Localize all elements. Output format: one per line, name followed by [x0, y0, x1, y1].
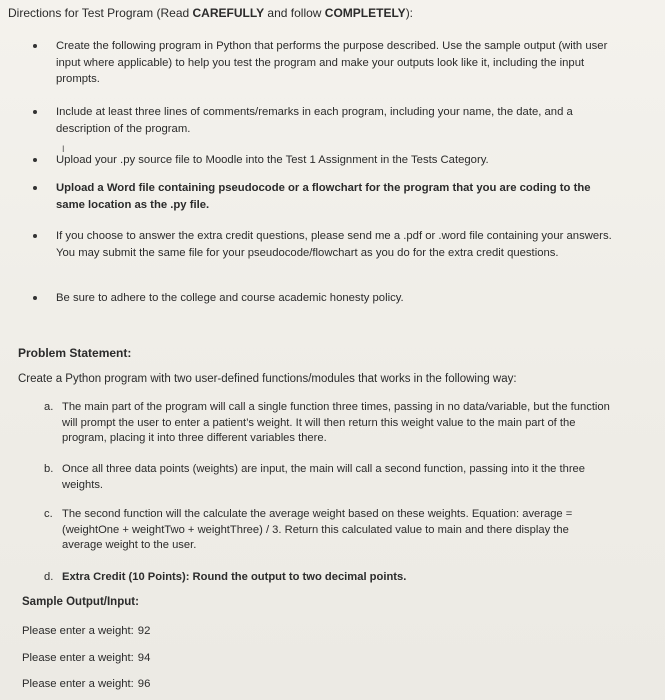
problem-statement-title: Problem Statement: — [18, 346, 132, 360]
problem-intro: Create a Python program with two user-defined functions/modules that works in the following way: — [18, 373, 517, 385]
document-page: Directions for Test Program (Read CAREFULLY and follow COMPLETELY): Create the following program in Python that performs the purpose described. Use the sample output (with user input where applicable) to help you test the program and make your outputs look like it, including the input prompts. Include at least three lines of comments/remarks in each program, including your name, the date, and a description of the program. Upload your .py source file to Moodle into the Test 1 Assignment in the Tests Category. Upload a Word file containing pseudocode or a flowchart for the program that you are coding to the same location as the .py file. If you choose to answer the extra credit questions, please send me a .pdf or .word file containing your answers. You may submit the same file for your pseudocode/flowchart as you do for the extra credit questions. Be sure to adhere to the college and course academic honesty policy. I Problem Statement: Create a Python program with two user-defined functions/modules that works in the following way: a. The main part of the program will call a single function three times, passing in no data/variable, but the function will prompt the user to enter a patient’s weight. It will then return this weight value to the main part of the program, placing it into three different variables there. b. Once all three data points (weights) are input, the main will call a second function, passing into it the three weights. c. The second function will the calculate the average weight based on these weights. Equation: average = (weightOne + weightTwo + weightThree) / 3. Return this calculated value to main and there display the average weight to the user. d. Extra Credit (10 Points): Round the output to two decimal points. Sample Output/Input: Please enter a weight: 92 Please enter a weight: 94 Please enter a weight: 96 — [0, 0, 665, 700]
bullet-icon — [33, 44, 37, 48]
bullet-icon — [33, 186, 37, 190]
sample-output-title: Sample Output/Input: — [22, 596, 139, 608]
directions-heading: Directions for Test Program (Read CAREFULLY and follow COMPLETELY): — [8, 6, 414, 20]
text-cursor-icon: I — [62, 144, 65, 154]
sample-io-line: Please enter a weight: 96 — [22, 678, 151, 690]
bullet-icon — [33, 110, 37, 114]
bullet-icon — [33, 234, 37, 238]
sample-io-line: Please enter a weight: 92 — [22, 625, 151, 637]
bullet-icon — [33, 296, 37, 300]
bullet-icon — [33, 158, 37, 162]
sample-io-line: Please enter a weight: 94 — [22, 652, 151, 664]
